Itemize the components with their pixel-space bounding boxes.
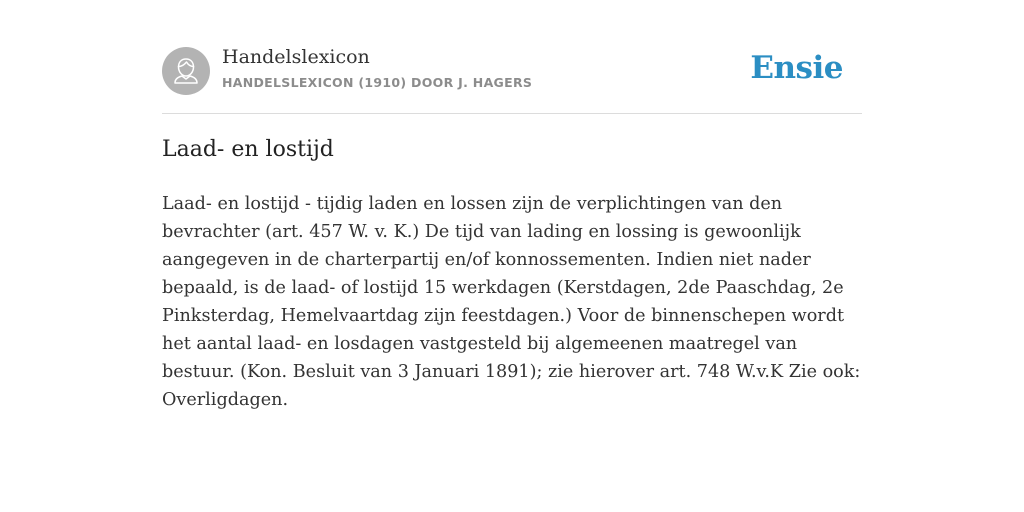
source-subtitle: HANDELSLEXICON (1910) DOOR J. HAGERS — [222, 75, 533, 90]
source-header — [162, 0, 862, 114]
source-name[interactable]: Handelslexicon — [222, 46, 370, 68]
user-silhouette-icon — [162, 47, 210, 95]
entry-title: Laad- en lostijd — [162, 137, 334, 162]
ensie-logo[interactable]: Ensie — [750, 50, 843, 86]
page-container — [162, 0, 862, 410]
entry-body: Laad- en lostijd - tijdig laden en lossen zijn de verplichtingen van den bevrachter (art. 457 W. v. K.) De tijd van lading en lossing is gewoonlijk aangegeven in de charterpartij en/of konnossementen. Indien niet nader bepaald, is de laad- of lostijd 15 werkdagen (Kerstdagen, 2de Paaschdag, 2e Pinksterdag, Hemelvaartdag zijn feestdagen.) Voor de binnenschepen wordt het aantal laad- en losdagen vastgesteld bij algemeenen maatregel van bestuur. (Kon. Besluit van 3 Januari 1891); zie hierover art. 748 W.v.K Zie ook: Overligdagen. — [162, 194, 861, 410]
source-avatar[interactable] — [162, 47, 210, 95]
